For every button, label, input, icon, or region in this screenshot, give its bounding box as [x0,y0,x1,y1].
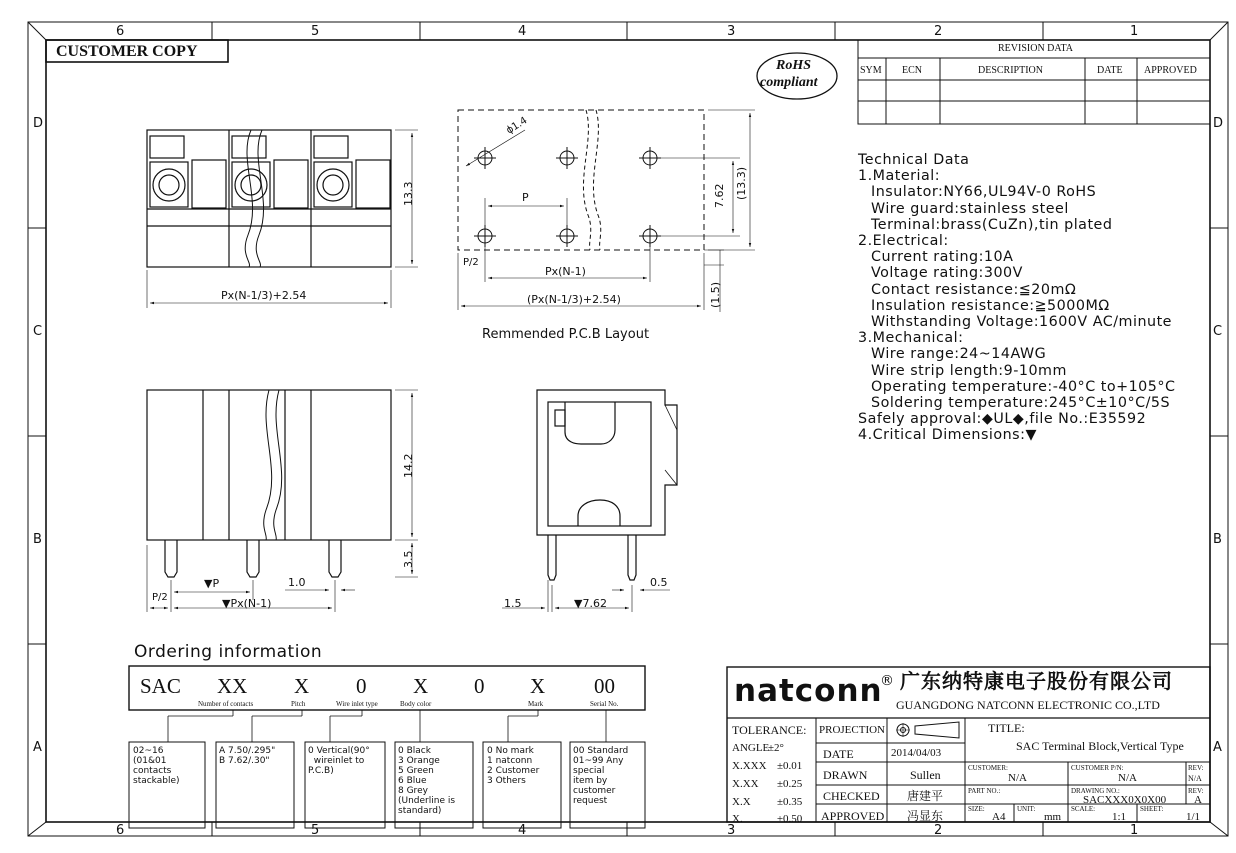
dim-pcb-pxn1: Px(N-1) [545,265,586,278]
size-label: SIZE: [968,805,985,813]
drawn-value: Sullen [910,768,941,782]
drawing-no-value: SACXXX0X0X00 [1083,794,1167,806]
tech-line: Contact resistance:≦20mΩ [871,281,1077,298]
part-no-label: PART NO.: [968,787,1001,795]
order-box-serial: 00 Standard 01~99 Any special item by customer request [573,746,629,806]
tol-xx-key: X.X [732,796,751,808]
tech-line: 2.Electrical: [858,233,949,250]
tol-xxxx-key: X.XXX [732,760,767,772]
scale-label: SCALE: [1071,805,1096,813]
rev-value-2: A [1194,794,1202,806]
tol-angle-val: ±2° [768,742,784,754]
dim-pin-10: 1.0 [288,576,306,589]
tech-line: Insulator:NY66,UL94V-0 RoHS [871,184,1097,201]
rev-label-2: REV: [1188,787,1204,795]
dim-pcb-p: P [522,191,529,204]
zone-col-4-bottom: 4 [518,823,527,838]
tech-line: Technical Data [858,152,970,168]
dim-pin-length: 3.5 [402,550,415,568]
order-box-mark: 0 No mark 1 natconn 2 Customer 3 Others [487,746,540,786]
company-en-name: GUANGDONG NATCONN ELECTRONIC CO.,LTD [896,698,1160,712]
tech-line: Soldering temperature:245°C±10°C/5S [871,395,1171,412]
rev-header-description: DESCRIPTION [978,65,1044,76]
dim-side-15: 1.5 [504,597,522,610]
zone-row-a-left: A [33,740,42,755]
tech-line: Operating temperature:-40°C to+105°C [871,378,1176,395]
zone-row-b-right: B [1213,532,1222,547]
tech-line: Terminal:brass(CuZn),tin plated [871,216,1113,233]
rohs-compliant: compliant [760,75,818,90]
zone-row-b-left: B [33,532,42,547]
tech-line: Current rating:10A [871,249,1014,266]
rev-header-sym: SYM [860,65,882,76]
pcb-layout-caption: Remmended P.C.B Layout [482,327,650,342]
zone-col-1-top: 1 [1130,24,1139,39]
dim-front-height: 13.3 [402,181,415,206]
checked-label: CHECKED [823,789,880,803]
order-label-mark: Mark [528,700,544,708]
order-code-pitch: X [294,674,310,698]
order-label-contacts: Number of contacts [198,700,254,708]
rev-header-approved: APPROVED [1144,65,1197,76]
zone-row-d-right: D [1213,116,1224,131]
tech-line: 4.Critical Dimensions:▼ [858,427,1037,444]
drawing-no-label: DRAWING NO.: [1071,787,1120,795]
dim-hole-diameter: ϕ1.4 [504,115,530,137]
tech-line: Wire strip length:9-10mm [871,362,1067,379]
order-code-body-color: X [413,674,429,698]
revision-title: REVISION DATA [998,43,1074,54]
order-box-body-color: 0 Black 3 Orange 5 Green 6 Blue 8 Grey (Underline is standard) [398,746,456,816]
company-cn-name: 广东纳特康电子股份有限公司 [900,671,1173,693]
tech-line: Safely approval:◆UL◆,file No.:E35592 [858,411,1147,428]
zone-col-1-bottom: 1 [1130,823,1139,838]
tech-line: 1.Material: [858,168,941,185]
order-code-serial: 00 [594,674,615,698]
tech-line: Voltage rating:300V [871,265,1023,282]
brand-registered: ® [880,673,894,689]
order-box-wire-inlet: 0 Vertical(90° wireinlet to P.C.B) [308,746,370,776]
dim-pin-p: ▼P [204,577,220,590]
tech-line: 3.Mechanical: [858,330,964,347]
order-label-pitch: Pitch [291,700,306,708]
title-label: TITLE: [988,721,1025,735]
drawn-label: DRAWN [823,768,868,782]
order-code-fixed: 0 [474,674,485,698]
order-code-mark: X [530,674,546,698]
rohs-label: RoHS [776,58,812,73]
dim-pcb-133: (13.3) [735,166,748,200]
dim-pin-pxn1: ▼Px(N-1) [222,597,272,610]
zone-col-2-bottom: 2 [934,823,943,838]
rev-header-date: DATE [1097,65,1123,76]
dim-front-width: Px(N-1/3)+2.54 [221,289,307,302]
order-code-wire-inlet: 0 [356,674,367,698]
unit-value: mm [1044,811,1062,823]
tech-line: Wire range:24~14AWG [871,346,1047,363]
front-view-bottom [147,390,418,612]
dim-pcb-762: 7.62 [713,183,726,208]
order-box-pitch: A 7.50/.295" B 7.62/.30" [219,746,276,766]
drawing-title: SAC Terminal Block,Vertical Type [1016,739,1184,753]
rev-header-ecn: ECN [902,65,922,76]
tech-line: Wire guard:stainless steel [871,200,1069,217]
zone-col-4-top: 4 [518,24,527,39]
dim-side-05: 0.5 [650,576,668,589]
ordering-grid [129,666,645,828]
tol-angle-key: ANGLE [732,742,770,754]
tol-xx-val: ±0.35 [777,796,803,808]
technical-data [858,152,1175,444]
size-value: A4 [992,811,1006,823]
order-code-sac: SAC [140,674,181,698]
dim-pcb-15: (1.5) [709,281,722,308]
approved-label: APPROVED [821,809,885,823]
zone-col-2-top: 2 [934,24,943,39]
customer-pn-label: CUSTOMER P/N: [1071,764,1124,772]
checked-value: 唐建平 [907,789,944,803]
tol-xxxx-val: ±0.01 [777,760,803,772]
brand-logo: natconn [734,673,883,709]
zone-col-6-top: 6 [116,24,125,39]
scale-value: 1:1 [1112,811,1127,823]
projection-label: PROJECTION [819,724,886,736]
date-value: 2014/04/03 [891,747,942,759]
tol-x-key: X. [732,813,743,825]
zone-row-c-right: C [1213,324,1223,339]
approved-value: 冯显东 [907,809,944,823]
rev-label-1: REV: [1188,764,1204,772]
dim-side-762: ▼7.62 [574,597,607,610]
rev-value-1: N/A [1188,774,1202,783]
front-view [147,130,418,308]
tol-xxx-val: ±0.25 [777,778,803,790]
zone-col-6-bottom: 6 [116,823,125,838]
dim-pcb-width: (Px(N-1/3)+2.54) [527,293,621,306]
zone-col-3-bottom: 3 [727,823,736,838]
date-label: DATE [823,747,854,761]
tol-xxx-key: X.XX [732,778,759,790]
zone-row-d-left: D [33,116,44,131]
dim-pcb-p2: P/2 [463,257,479,268]
customer-copy-stamp: CUSTOMER COPY [56,43,198,60]
tech-line: Insulation resistance:≧5000MΩ [871,297,1110,314]
customer-label: CUSTOMER: [968,764,1008,772]
order-box-contacts: 02~16 (01&01 contacts stackable) [133,746,180,786]
zone-col-5-bottom: 5 [311,823,320,838]
dim-side-height: 14.2 [402,453,415,478]
dim-pin-p2: P/2 [152,592,168,603]
zone-col-5-top: 5 [311,24,320,39]
unit-label: UNIT: [1017,805,1036,813]
sheet-label: SHEET: [1140,805,1164,813]
tolerance-label: TOLERANCE: [732,723,807,737]
customer-pn-value: N/A [1118,772,1137,784]
order-label-body-color: Body color [400,700,432,708]
order-code-contacts: XX [217,674,248,698]
customer-value: N/A [1008,772,1027,784]
order-label-serial: Serial No. [590,700,619,708]
order-label-wire-inlet: Wire inlet type [336,700,378,708]
ordering-title: Ordering information [134,642,323,662]
tech-line: Withstanding Voltage:1600V AC/minute [871,314,1172,331]
zone-row-c-left: C [33,324,43,339]
sheet-value: 1/1 [1186,811,1201,823]
tol-x-val: ±0.50 [777,813,803,825]
zone-col-3-top: 3 [727,24,736,39]
zone-row-a-right: A [1213,740,1222,755]
